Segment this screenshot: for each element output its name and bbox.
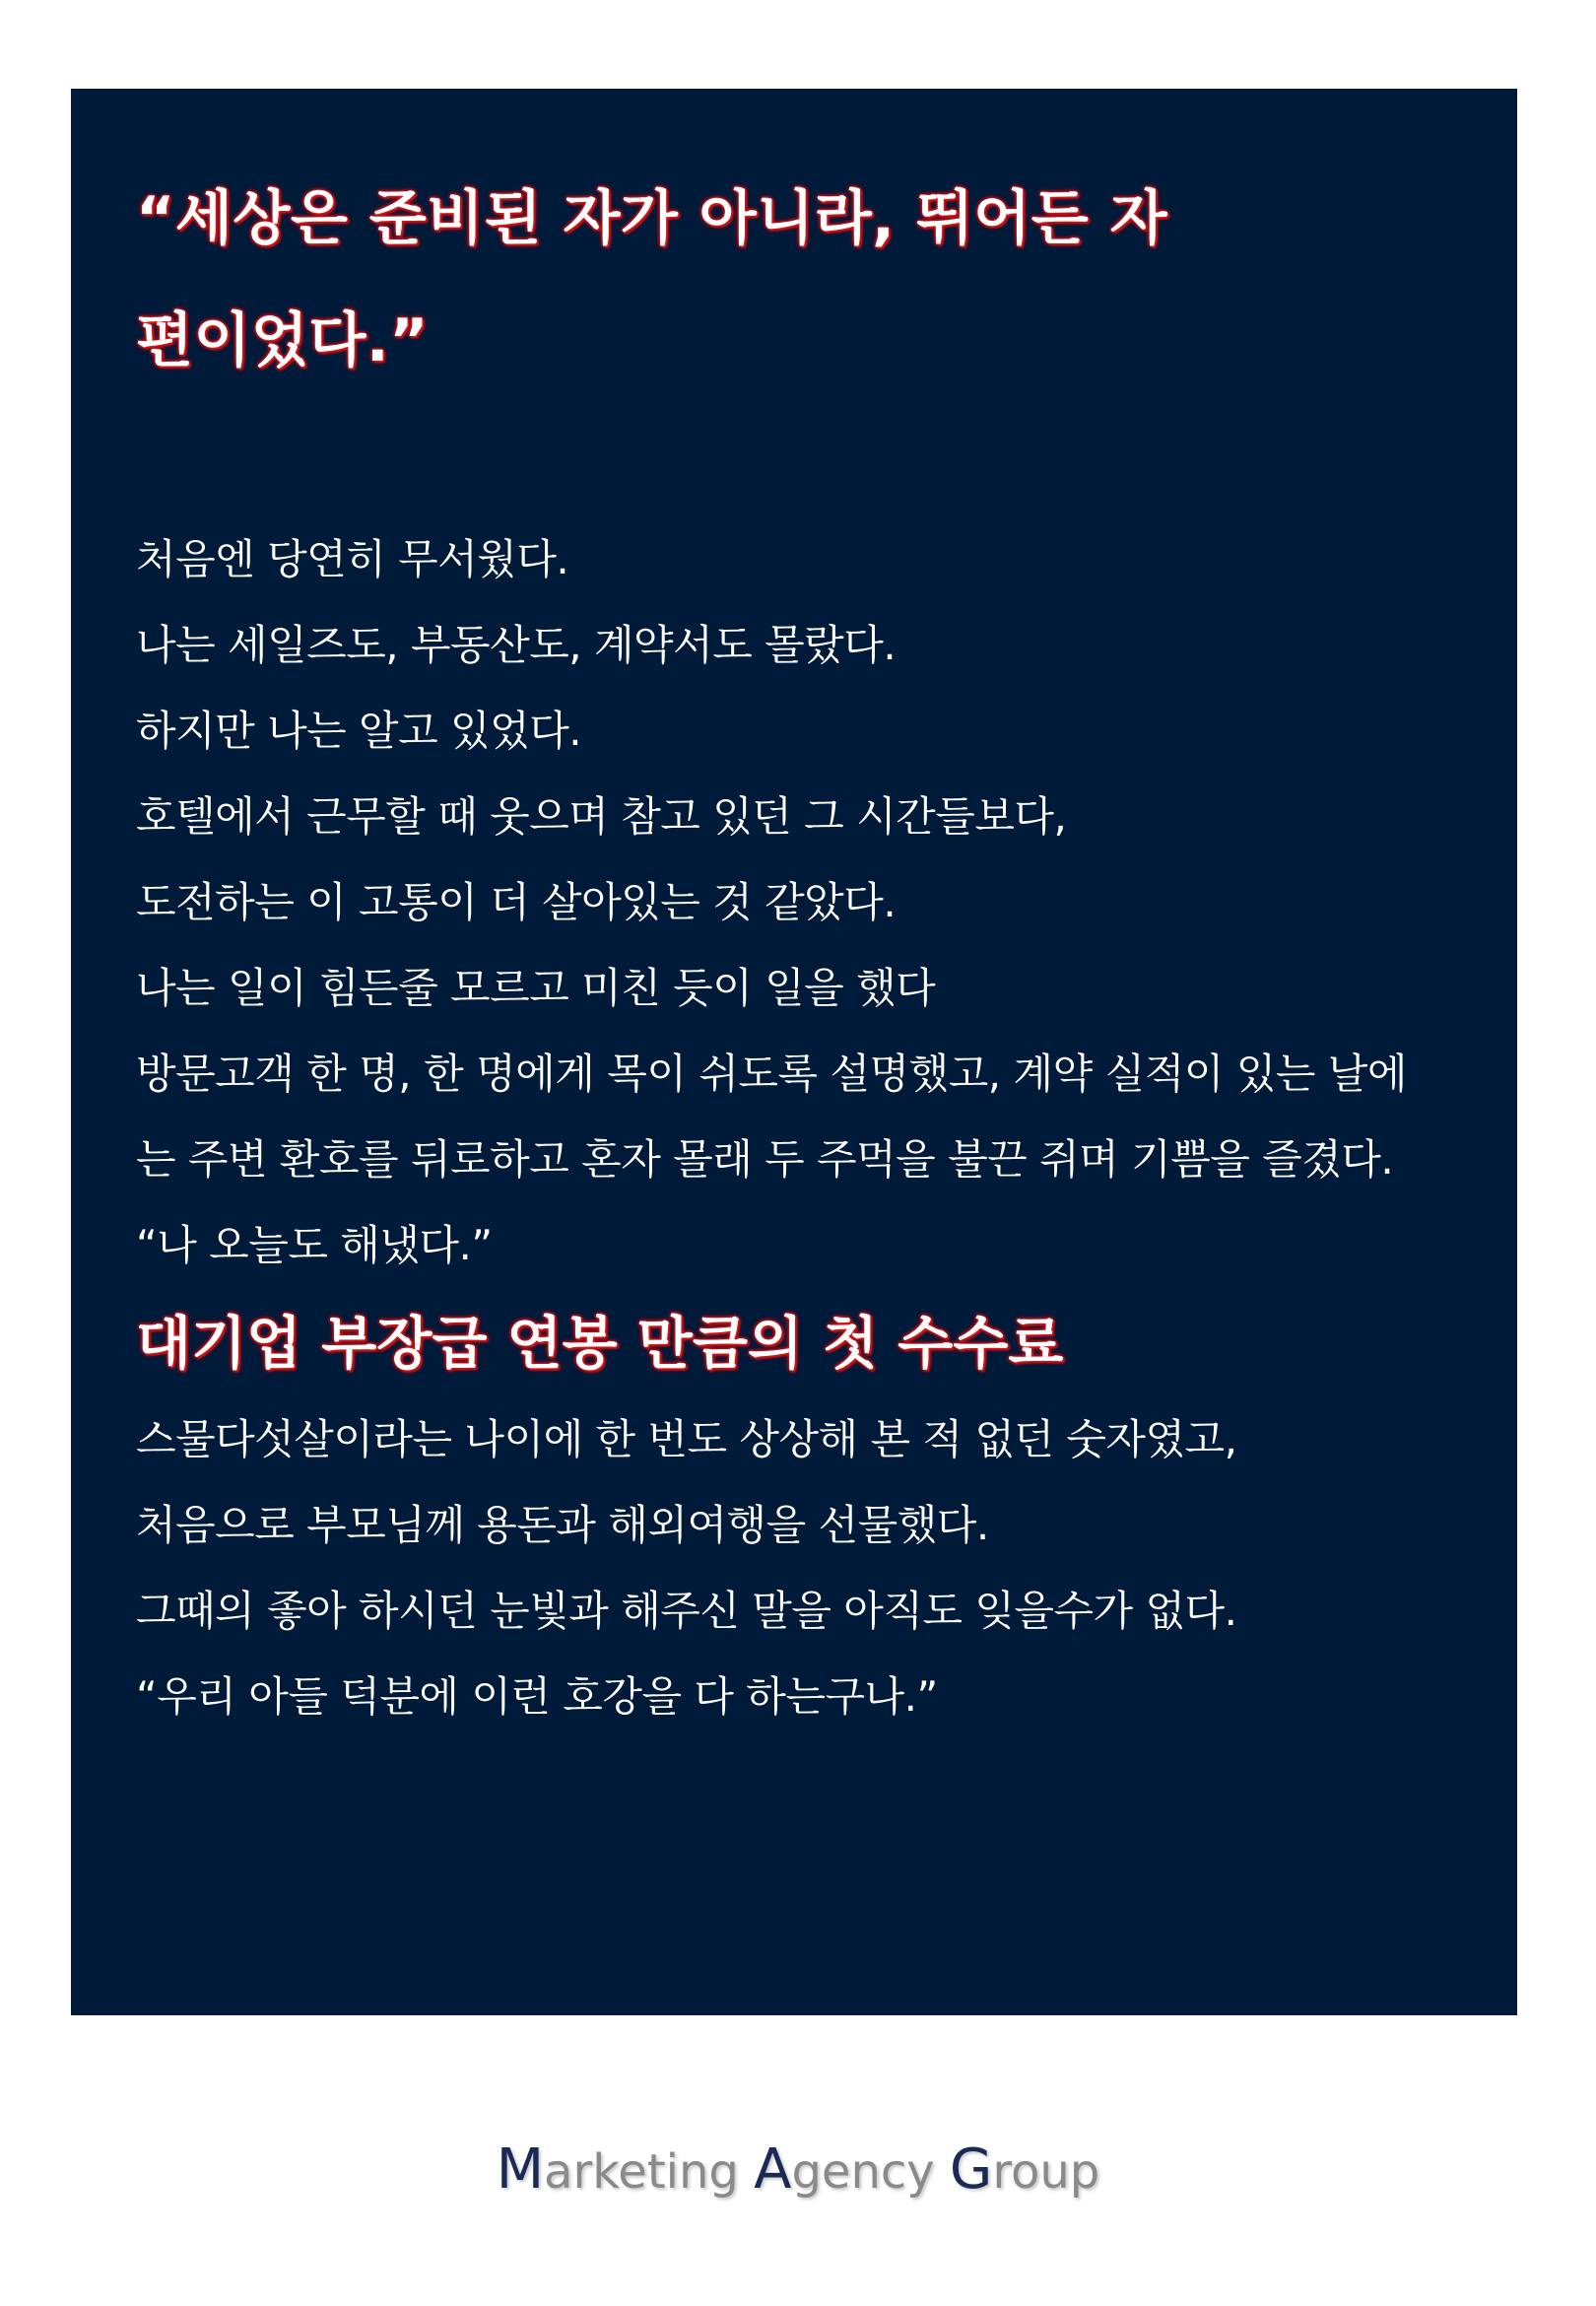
brand-initial: M: [496, 2137, 545, 2202]
brand-text: roup: [992, 2144, 1100, 2200]
story-line: 호텔에서 근무할 때 웃으며 참고 있던 그 시간들보다,: [136, 792, 1067, 841]
brand-text: gency: [791, 2144, 935, 2200]
story-quote-line: “우리 아들 덕분에 이런 호강을 다 하는구나.”: [136, 1672, 938, 1721]
story-line: 그때의 좋아 하시던 눈빛과 해주신 말을 아직도 잊을수가 없다.: [136, 1587, 1237, 1635]
story-section-1: [136, 516, 1407, 1288]
story-section-2: [136, 1396, 1407, 1739]
story-line: 나는 세일즈도, 부동산도, 계약서도 몰랐다.: [136, 621, 897, 669]
story-quote-line: “나 오늘도 해냈다.”: [136, 1221, 493, 1269]
story-line: 나는 일이 힘든줄 모르고 미친 듯이 일을 했다: [136, 964, 936, 1012]
brand-initial: G: [949, 2137, 993, 2202]
story-line: 처음으로 부모님께 용돈과 해외여행을 선물했다.: [136, 1501, 989, 1549]
story-line: 도전하는 이 고통이 더 살아있는 것 같았다.: [136, 878, 897, 926]
headline-quote: “세상은 준비된 자가 아니라, 뛰어든 자 편이었다.”: [136, 184, 1168, 375]
story-line: 하지만 나는 알고 있었다.: [136, 707, 582, 755]
brand-text: arketing: [544, 2144, 739, 2200]
footer-brand-logo: [0, 2135, 1596, 2207]
story-line: 처음엔 당연히 무서웠다.: [136, 535, 569, 583]
brand-initial: A: [754, 2137, 792, 2202]
story-paragraph: 방문고객 한 명, 한 명에게 목이 쉬도록 설명했고, 계약 실적이 있는 날에는 주변 환호를 뒤로하고 혼자 몰래 두 주먹을 불끈 쥐며 기쁨을 즐겼다.: [136, 1050, 1407, 1184]
story-line: 스물다섯살이라는 나이에 한 번도 상상해 본 적 없던 숫자였고,: [136, 1415, 1237, 1463]
story-panel: [71, 89, 1517, 2015]
section-subheading: 대기업 부장급 연봉 만큼의 첫 수수료: [136, 1310, 1064, 1377]
